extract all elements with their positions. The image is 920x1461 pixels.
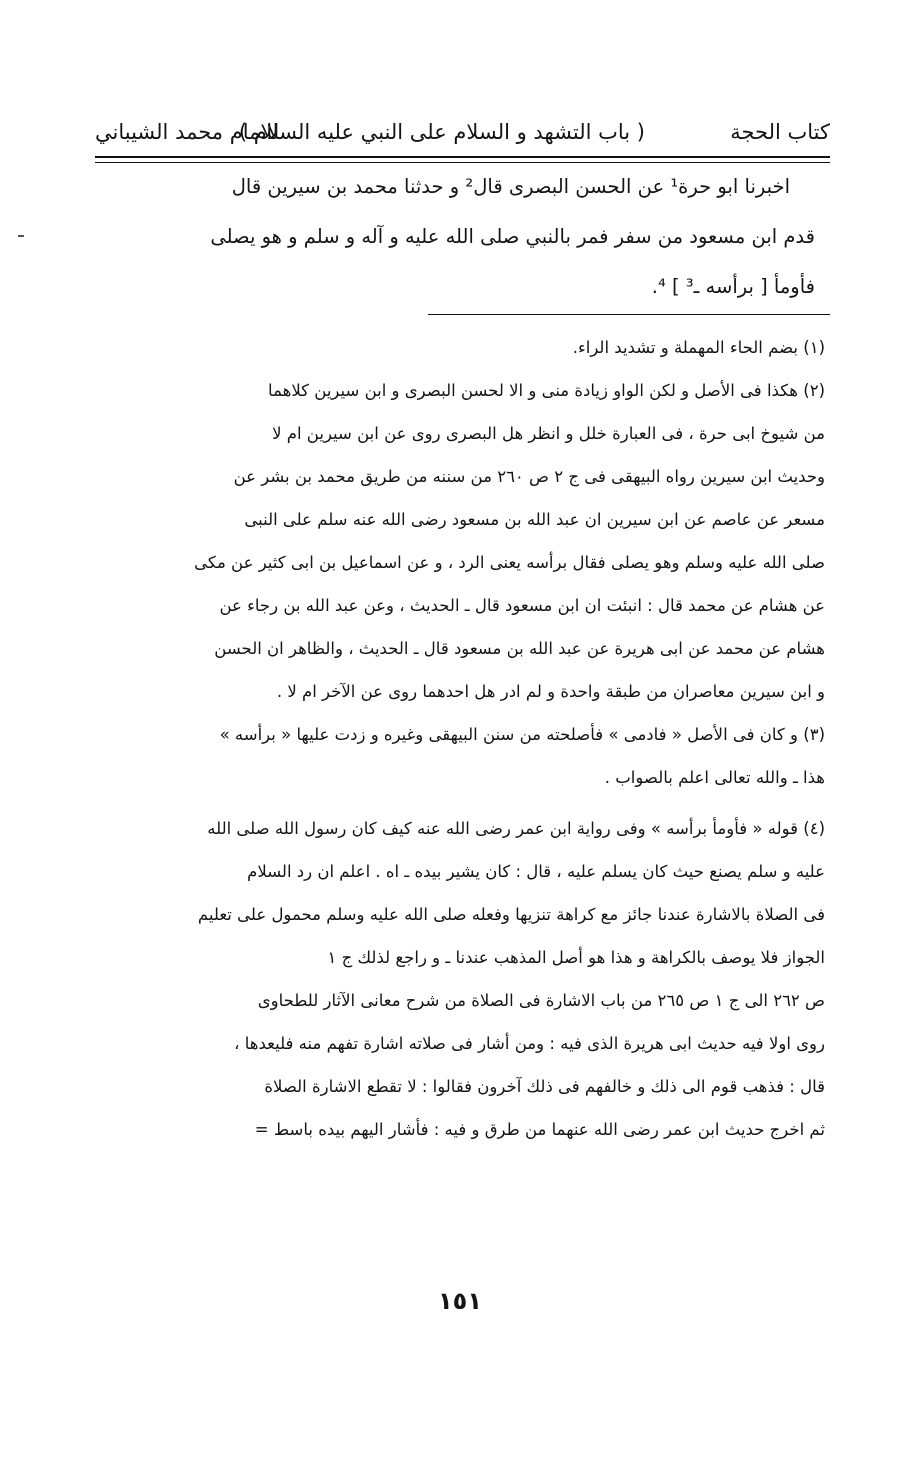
footnote-line: عن هشام عن محمد قال : انبئت ان ابن مسعود قال ـ الحديث ، وعن عبد الله بن رجاء عن <box>219 596 825 615</box>
author-name: للامام محمد الشيباني <box>95 120 280 144</box>
running-header <box>95 108 830 156</box>
footnote-line: صلى الله عليه وسلم وهو يصلى فقال برأسه يعنى الرد ، و عن اسماعيل بن ابى كثير عن مكى <box>194 553 825 572</box>
footnote-line: الجواز فلا يوصف بالكراهة و هذا هو أصل المذهب عندنا ـ و راجع لذلك ج ١ <box>327 948 825 967</box>
footnote-line: ص ٢٦٢ الى ج ١ ص ٢٦٥ من باب الاشارة فى الصلاة من شرح معانى الآثار للطحاوى <box>257 991 825 1010</box>
footnote-line: (٣) و كان فى الأصل « فادمى » فأصلحته من سنن البيهقى وغيره و زدت عليها « برأسه » <box>219 725 825 744</box>
main-text-line: قدم ابن مسعود من سفر فمر بالنبي صلى الله عليه و آله و سلم و هو يصلى <box>210 225 815 248</box>
main-text <box>100 162 815 312</box>
footnote-line: هشام عن محمد عن ابى هريرة عن عبد الله بن مسعود قال ـ الحديث ، والظاهر ان الحسن <box>214 639 825 658</box>
footnote-line: (١) بضم الحاء المهملة و تشديد الراء. <box>572 338 825 357</box>
footnote-line: (٢) هكذا فى الأصل و لكن الواو زيادة منى و الا لحسن البصرى و ابن سيرين كلاهما <box>268 381 825 400</box>
footnote-line: وحديث ابن سيرين رواه البيهقى فى ج ٢ ص ٢٦٠ من سننه من طريق محمد بن بشر عن <box>233 467 825 486</box>
main-text-line: اخبرنا ابو حرة¹ عن الحسن البصرى قال² و حدثنا محمد بن سيرين قال <box>231 175 790 198</box>
footnote-line: عليه و سلم يصنع حيث كان يسلم عليه ، قال : كان يشير بيده ـ اه . اعلم ان رد السلام <box>247 862 825 881</box>
page-number: ١٥١ <box>438 1287 482 1315</box>
footnote-rule <box>428 314 830 315</box>
chapter-title: ( باب التشهد و السلام على النبي عليه السلام ) <box>238 120 645 144</box>
margin-mark <box>18 235 24 237</box>
footnote-line: و ابن سيرين معاصران من طبقة واحدة و لم ادر هل احدهما روى عن الآخر ام لا . <box>276 682 825 701</box>
book-title: كتاب الحجة <box>730 120 830 144</box>
footnote-line: من شيوخ ابى حرة ، فى العبارة خلل و انظر هل البصرى روى عن ابن سيرين ام لا <box>272 424 825 443</box>
footnote-line: قال : فذهب قوم الى ذلك و خالفهم فى ذلك آخرون فقالوا : لا تقطع الاشارة الصلاة <box>264 1077 825 1096</box>
footnotes <box>100 326 825 1151</box>
footnote-line: هذا ـ والله تعالى اعلم بالصواب . <box>604 768 825 787</box>
main-text-line: فأومأ [ برأسه ـ³ ] ⁴. <box>651 275 815 298</box>
footnote-gap <box>100 799 825 807</box>
footnote-line: روى اولا فيه حديث ابى هريرة الذى فيه : ومن أشار فى صلاته اشارة تفهم منه فليعدها ، <box>234 1034 825 1053</box>
footnote-line: مسعر عن عاصم عن ابن سيرين ان عبد الله بن مسعود رضى الله عنه سلم على النبى <box>244 510 825 529</box>
footnote-line: ثم اخرج حديث ابن عمر رضى الله عنهما من طرق و فيه : فأشار اليهم بيده باسط = <box>254 1120 825 1139</box>
footnote-line: فى الصلاة بالاشارة عندنا جائز مع كراهة تنزيها وفعله صلى الله عليه وسلم محمول على تعليم <box>197 905 825 924</box>
footnote-line: (٤) قوله « فأومأ برأسه » وفى رواية ابن عمر رضى الله عنه كيف كان رسول الله صلى الله <box>207 819 825 838</box>
